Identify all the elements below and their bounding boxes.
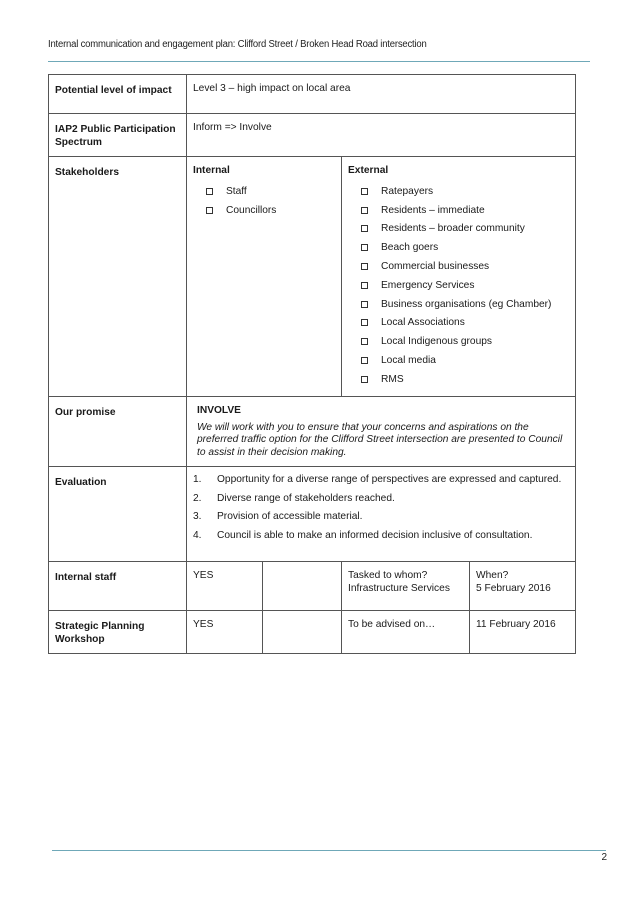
list-item: 1. Opportunity for a diverse range of perspectives are expressed and captured. <box>193 474 562 486</box>
checkbox-icon[interactable] <box>206 207 213 214</box>
checkbox-icon[interactable] <box>361 188 368 195</box>
table-row-evaluation <box>49 467 576 562</box>
list-item[interactable]: RMS <box>361 370 569 389</box>
checkbox-icon[interactable] <box>361 376 368 383</box>
iap2-value: Inform => Involve <box>187 114 576 157</box>
when-question: When? <box>476 570 509 582</box>
list-item[interactable]: Local media <box>361 351 569 370</box>
checkbox-icon[interactable] <box>361 244 368 251</box>
table-row-internal-staff <box>49 562 576 611</box>
workshop-advised: To be advised on… <box>342 611 470 654</box>
internal-heading: Internal <box>193 165 230 176</box>
empty-cell <box>262 562 341 611</box>
workshop-date: 11 February 2016 <box>470 611 576 654</box>
internal-stakeholders-cell <box>187 157 342 397</box>
list-item[interactable]: Beach goers <box>361 238 569 257</box>
internal-stakeholder-list <box>206 182 335 220</box>
list-item: 2. Diverse range of stakeholders reached. <box>193 492 395 504</box>
checkbox-icon[interactable] <box>361 263 368 270</box>
list-item[interactable]: Residents – immediate <box>361 201 569 220</box>
workshop-answer: YES <box>187 611 263 654</box>
list-item[interactable]: Local Associations <box>361 314 569 333</box>
list-item[interactable]: Emergency Services <box>361 276 569 295</box>
evaluation-cell <box>187 467 576 562</box>
checkbox-icon[interactable] <box>361 357 368 364</box>
engagement-plan-table <box>48 74 576 654</box>
promise-title: INVOLVE <box>197 404 241 416</box>
impact-value: Level 3 – high impact on local area <box>187 75 576 114</box>
external-heading: External <box>348 165 389 176</box>
promise-cell <box>187 396 576 467</box>
list-item[interactable]: Residents – broader community <box>361 220 569 239</box>
list-item[interactable]: Business organisations (eg Chamber) <box>361 295 569 314</box>
checkbox-icon[interactable] <box>361 301 368 308</box>
checkbox-icon[interactable] <box>361 282 368 289</box>
footer-rule <box>52 850 606 851</box>
table-row-impact <box>49 75 576 114</box>
tasked-cell <box>342 562 470 611</box>
table-row-workshop <box>49 611 576 654</box>
internal-staff-label: Internal staff <box>49 562 187 611</box>
page-number: 2 <box>601 852 607 863</box>
impact-label: Potential level of impact <box>49 75 187 114</box>
checkbox-icon[interactable] <box>361 207 368 214</box>
internal-staff-answer: YES <box>187 562 263 611</box>
evaluation-list <box>193 474 569 542</box>
external-stakeholder-list <box>361 182 569 389</box>
tasked-answer: Infrastructure Services <box>348 583 450 595</box>
header-rule <box>48 61 590 62</box>
stakeholders-label: Stakeholders <box>49 157 187 397</box>
iap2-label: IAP2 Public Participation Spectrum <box>49 114 187 157</box>
list-item[interactable]: Councillors <box>206 201 335 220</box>
document-header: Internal communication and engagement plan: Clifford Street / Broken Head Road intersection <box>48 39 427 50</box>
promise-label: Our promise <box>49 396 187 467</box>
list-item: 3. Provision of accessible material. <box>193 511 363 523</box>
list-item[interactable]: Commercial businesses <box>361 257 569 276</box>
list-item[interactable]: Local Indigenous groups <box>361 332 569 351</box>
list-item: 4. Council is able to make an informed decision inclusive of consultation. <box>193 529 533 541</box>
evaluation-label: Evaluation <box>49 467 187 562</box>
checkbox-icon[interactable] <box>206 188 213 195</box>
tasked-question: Tasked to whom? <box>348 570 428 582</box>
workshop-label: Strategic Planning Workshop <box>49 611 187 654</box>
promise-text: We will work with you to ensure that your concerns and aspirations on the preferred traffic option for the Clifford Street intersection are presented to Council to assist in their decision making. <box>197 421 563 458</box>
checkbox-icon[interactable] <box>361 225 368 232</box>
list-item[interactable]: Staff <box>206 182 335 201</box>
table-row-stakeholders <box>49 157 576 397</box>
empty-cell <box>262 611 341 654</box>
list-item[interactable]: Ratepayers <box>361 182 569 201</box>
when-cell <box>470 562 576 611</box>
table-row-iap2 <box>49 114 576 157</box>
when-answer: 5 February 2016 <box>476 583 551 595</box>
checkbox-icon[interactable] <box>361 338 368 345</box>
external-stakeholders-cell <box>342 157 576 397</box>
table-row-promise <box>49 396 576 467</box>
checkbox-icon[interactable] <box>361 319 368 326</box>
